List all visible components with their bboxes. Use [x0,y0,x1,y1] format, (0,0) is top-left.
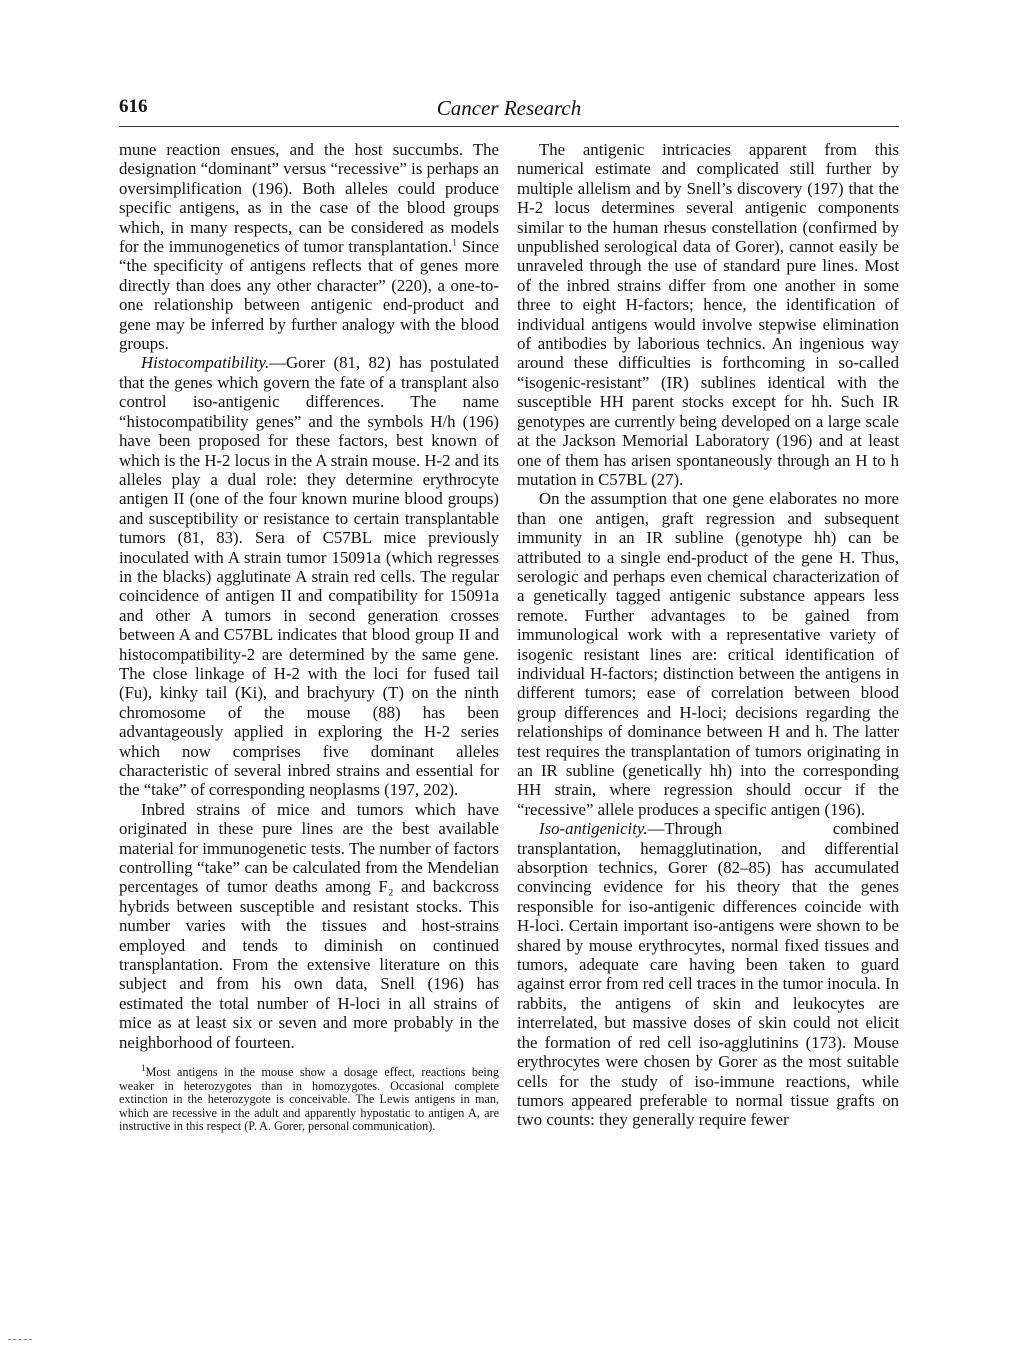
running-head [119,96,899,124]
paragraph-text: —Gorer (81, 82) has postulated that the genes which govern the fate of a transplant also control iso-antigenic differences. The name “histocompatibility genes” and the symbols H/h (196) have been proposed for these factors, best known of which is the H-2 locus in the A strain mouse. H-2 and its alleles play a dual role: they determine erythrocyte antigen II (one of the four known murine blood groups) and susceptibility or resistance to certain transplantable tumors (81, 83). Sera of C57BL mice previously inoculated with A strain tumor 15091a (which regresses in the blacks) agglutinate A strain red cells. The regular coincidence of antigen II and compatibility for 15091a and other A tumors in second generation crosses between A and C57BL indicates that blood group II and histocompatibility-2 are determined by the same gene. The close linkage of H-2 with the loci for fused tail (Fu), kinky tail (Ki), and brachyury (T) on the ninth chromosome of the mouse (88) has been advantageously applied in exploring the H-2 series which now comprises five dominant alleles characteristic of several inbred strains and essential for the “take” of corresponding neoplasms (197, 202). [119,353,499,800]
paragraph [119,140,499,353]
section-run-in-heading: Histocompatibility. [141,353,270,373]
paragraph-text: mune reaction ensues, and the host succumbs. The designation “dominant” versus “recessive” is perhaps an oversimplification (196). Both alleles could produce specific antigens, as in the case of the blood groups which, in many respects, can be considered as models for the immunogenetics of tumor transplantation. [119,140,499,257]
footnote-marker: 1 [141,1063,146,1074]
footnote-reference: 1 [452,237,457,248]
footnote-text: Most antigens in the mouse show a dosage effect, reactions being weaker in heterozygotes than in homozygotes. Occasional complete extinction in the heterozygote is conceivable. The Lewis antigens in man, which are recessive in the adult and apparently hypostatic to antigen A, are instructive in this respect (P. A. Gorer, personal communication). [119,1065,499,1134]
paragraph-text: —Through combined transplantation, hemagglutination, and differential absorption technics, Gorer (82–85) has accumulated convincing evidence for his theory that the genes responsible for iso-antigenic differences coincide with H-loci. Certain important iso-antigens were shown to be shared by mouse erythrocytes, normal fixed tissues and tumors, adequate care having been taken to guard against error from red cell traces in the tumor inocula. In rabbits, the antigens of skin and leukocytes are interrelated, but massive doses of skin could not elicit the formation of red cell iso-agglutinins (173). Mouse erythrocytes were chosen by Gorer as the most suitable cells for the study of iso-immune reactions, while tumors appeared preferable to normal tissue grafts on two counts: they generally require fewer [517,819,899,1130]
footnote [119,1063,499,1134]
header-rule [119,126,899,127]
paragraph [119,353,499,799]
page-number: 616 [119,96,148,117]
paragraph-text: The antigenic intricacies apparent from this numerical estimate and complicated still further by multiple allelism and by Snell’s discovery (197) that the H-2 locus determines several antigenic components similar to the human rhesus constellation (confirmed by unpublished serological data of Gorer), cannot easily be unraveled through the use of standard pure lines. Most of the inbred strains differ from one another in some three to eight H-factors; hence, the identification of individual antigens would involve stepwise elimination of antibodies by laborious technics. An ingenious way around these difficulties is forthcoming in so-called “isogenic-resistant” (IR) sublines identical with the susceptible HH parent stocks except for hh. Such IR genotypes are currently being developed on a large scale at the Jackson Memorial Laboratory (196) and at least one of them has arisen spontaneously through an H to h mutation in C57BL (27). [517,140,899,489]
paragraph [119,800,499,1052]
journal-title: Cancer Research [436,96,582,120]
paragraph [517,140,899,489]
paragraph [517,819,899,1130]
left-column [119,140,499,1134]
paragraph [517,489,899,819]
right-column [517,140,899,1130]
paragraph-text: On the assumption that one gene elaborates no more than one antigen, graft regression and subsequent immunity in an IR subline (genotype hh) can be attributed to a single end-product of the gene H. Thus, serologic and perhaps even chemical characterization of a genetically tagged antigenic substance appears less remote. Further advantages to be gained from immunological work with a representative variety of isogenic resistant lines are: critical identification of individual H-factors; distinction between the antigens in different tumors; ease of correlation between blood group differences and H-loci; decisions regarding the relationships of dominance between H and h. The latter test requires the transplantation of tumors originating in an IR subline (genetically hh) into the corresponding HH strain, where regression should occur if the “recessive” allele produces a specific antigen (196). [517,489,899,819]
scan-artifact-mark [8,1339,32,1340]
section-run-in-heading: Iso-antigenicity. [539,819,648,839]
footnote-body [119,1063,499,1134]
paragraph-text: Inbred strains of mice and tumors which have originated in these pure lines are the best available material for immunogenetic tests. The number of factors controlling “take” can be calculated from the Mendelian percentages of tumor deaths among F₂ and backcross hybrids between susceptible and resistant stocks. This number varies with the tissues and host-strains employed and tends to diminish on continued transplantation. From the extensive literature on this subject and from his own data, Snell (196) has estimated the total number of H-loci in all strains of mice as at least six or seven and more probably in the neighborhood of fourteen. [119,799,499,1052]
paragraph-text: Since “the specificity of antigens reflects that of genes more directly than does any other character” (220), a one-to-one relationship between antigenic end-product and gene may be inferred by further analogy with the blood groups. [119,237,499,354]
